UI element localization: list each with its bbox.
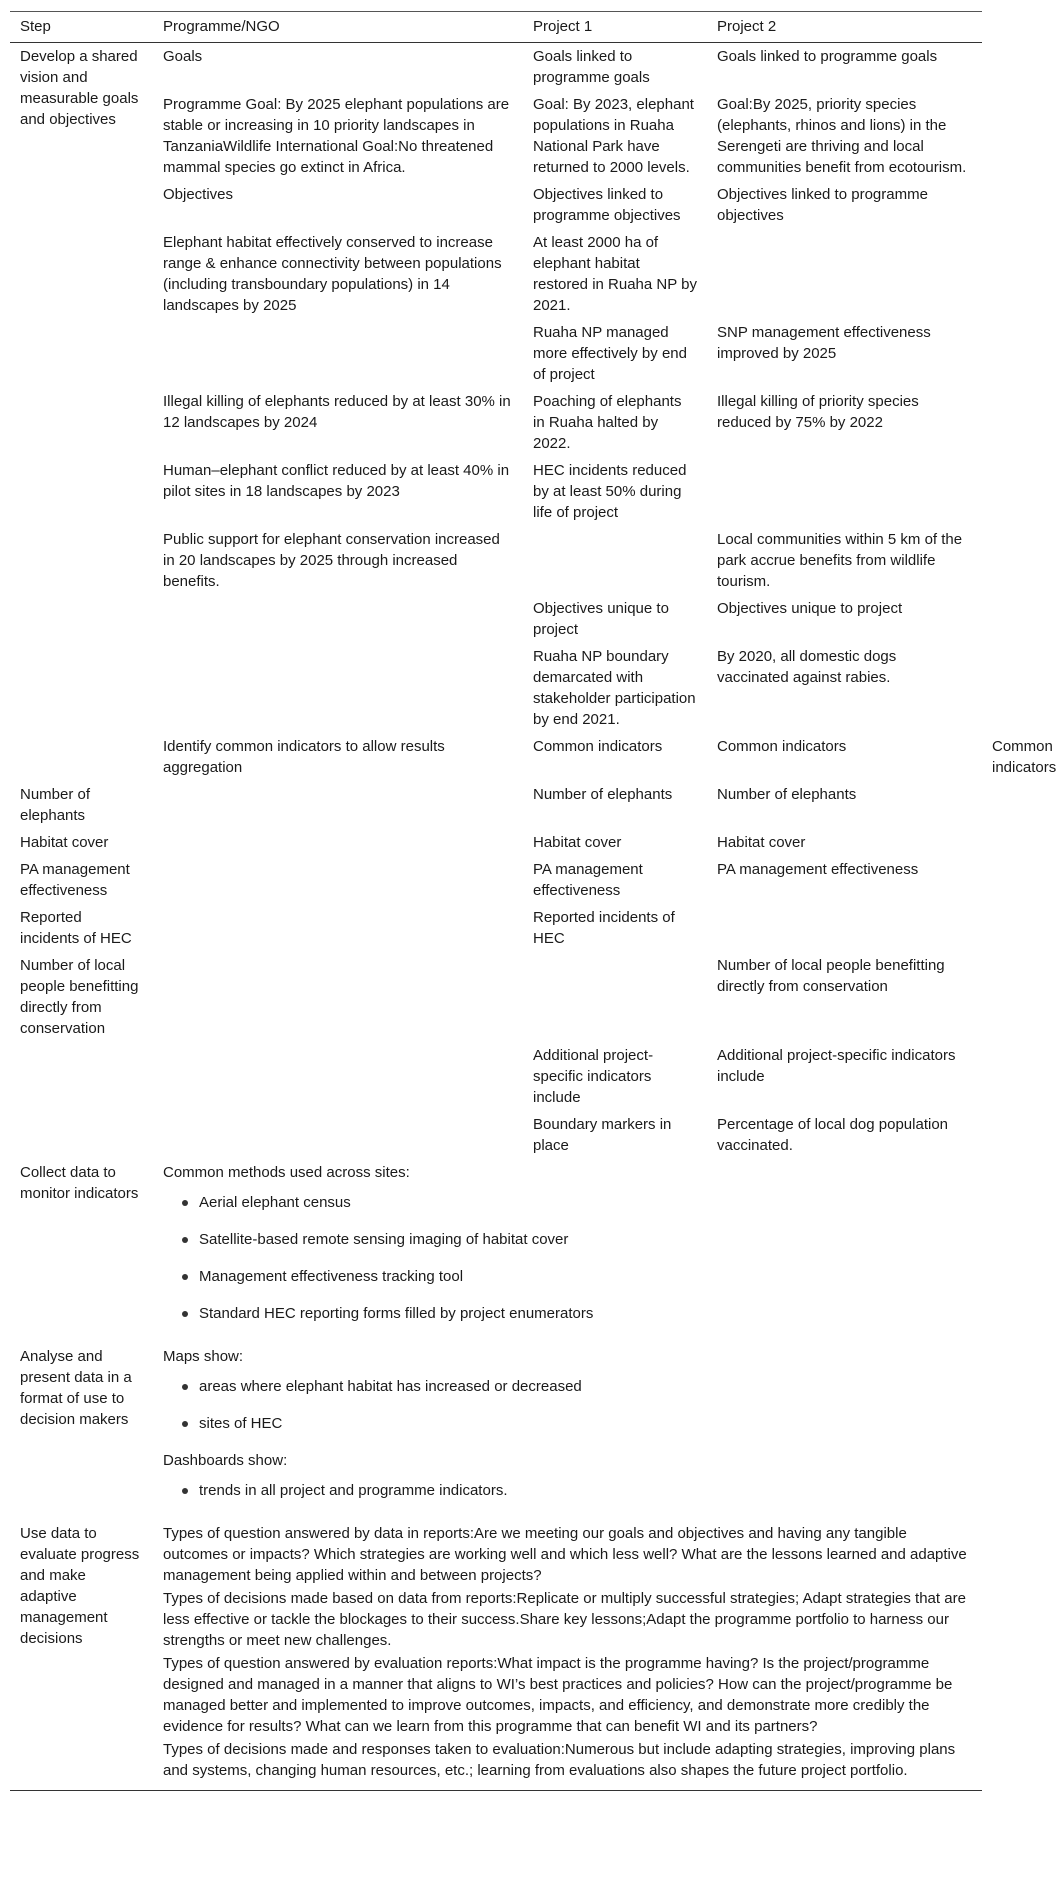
table-row bbox=[10, 182, 982, 230]
list-item: areas where elephant habitat has increased or decreased bbox=[199, 1376, 972, 1397]
step-cell: Use data to evaluate progress and make adaptive management decisions bbox=[10, 1521, 153, 1791]
list-item: Satellite-based remote sensing imaging of habitat cover bbox=[199, 1229, 972, 1250]
framework-table bbox=[10, 11, 1056, 1791]
table-row bbox=[10, 389, 982, 458]
cell: Habitat cover bbox=[20, 834, 109, 851]
header-project-1: Project 1 bbox=[523, 12, 707, 43]
cell: Percentage of local dog population vaccinated. bbox=[717, 1116, 949, 1154]
header-step: Step bbox=[10, 12, 153, 43]
analyse-cell bbox=[153, 1344, 982, 1521]
table-row bbox=[10, 92, 982, 182]
cell bbox=[707, 230, 982, 320]
cell: Public support for elephant conservation increased in 20 landscapes by 2025 through increased benefits. bbox=[163, 531, 500, 590]
cell: Ruaha NP managed more effectively by end of project bbox=[533, 324, 687, 383]
header-row bbox=[10, 12, 982, 43]
cell: Elephant habitat effectively conserved to increase range & enhance connectivity between populations (including transboundary populations) in 14 landscapes by 2025 bbox=[163, 234, 502, 314]
cell bbox=[10, 1112, 153, 1160]
evaluate-cell bbox=[153, 1521, 982, 1791]
cell: Habitat cover bbox=[717, 834, 806, 851]
step-cell: Identify common indicators to allow results aggregation bbox=[163, 738, 445, 776]
cell: Common indicators bbox=[717, 738, 847, 755]
cell: Local communities within 5 km of the park accrue benefits from wildlife tourism. bbox=[717, 531, 963, 590]
cell: Programme Goal: By 2025 elephant populations are stable or increasing in 10 priority landscapes in TanzaniaWildlife International Goal:No threatened mammal species go extinct in Africa. bbox=[163, 96, 510, 176]
cell: At least 2000 ha of elephant habitat restored in Ruaha NP by 2021. bbox=[533, 234, 697, 314]
maps-intro: Maps show: bbox=[163, 1348, 244, 1365]
step-cell: Collect data to monitor indicators bbox=[20, 1164, 139, 1202]
cell: Number of local people benefitting directly from conservation bbox=[717, 957, 945, 995]
list-item: Aerial elephant census bbox=[199, 1192, 972, 1213]
cell: Additional project-specific indicators include bbox=[533, 1047, 654, 1106]
cell: Number of elephants bbox=[533, 786, 673, 803]
cell bbox=[153, 596, 523, 644]
step-cell: Analyse and present data in a format of use to decision makers bbox=[20, 1348, 132, 1428]
cell: HEC incidents reduced by at least 50% during life of project bbox=[533, 462, 687, 521]
cell: PA management effectiveness bbox=[20, 861, 130, 899]
cell: Goals linked to programme goals bbox=[717, 48, 938, 65]
table-row bbox=[10, 527, 982, 596]
table-row bbox=[10, 1160, 982, 1344]
evaluate-paragraph: Types of question answered by evaluation reports:What impact is the programme having? Is the project/programme designed and managed in a manner that aligns to WI’s best practices and policies? How can the project/programme be managed better and implemented to improve outcomes, impacts, and efficiency, and demonstrate more credibly the evidence for results? What can we learn from this programme that can benefit WI and its partners? bbox=[163, 1655, 953, 1735]
cell: Goal: By 2023, elephant populations in Ruaha National Park have returned to 2000 levels. bbox=[533, 96, 694, 176]
evaluate-paragraph: Types of question answered by data in reports:Are we meeting our goals and objectives and having any tangible outcomes or impacts? Which strategies are working well and which less well? What are the lessons learned and adaptive management being applied within and between projects? bbox=[163, 1525, 967, 1584]
table-row bbox=[10, 644, 982, 734]
cell bbox=[153, 320, 523, 389]
step-cell: Develop a shared vision and measurable goals and objectives bbox=[20, 48, 139, 128]
table-row bbox=[10, 320, 982, 389]
cell: Objectives unique to project bbox=[717, 600, 903, 617]
table-row: Identify common indicators to allow results aggregation Common indicators Common indicators Common indicators bbox=[10, 734, 982, 782]
cell: Objectives bbox=[163, 186, 234, 203]
collect-intro: Common methods used across sites: bbox=[163, 1164, 410, 1181]
cell: Goals bbox=[163, 48, 203, 65]
dashboards-intro: Dashboards show: bbox=[163, 1452, 288, 1469]
cell: Objectives unique to project bbox=[533, 600, 669, 638]
cell: Human–elephant conflict reduced by at least 40% in pilot sites in 18 landscapes by 2023 bbox=[163, 462, 510, 500]
table-row bbox=[10, 230, 982, 320]
cell: Additional project-specific indicators include bbox=[717, 1047, 956, 1085]
list-item: sites of HEC bbox=[199, 1413, 972, 1434]
cell: Goals linked to programme goals bbox=[533, 48, 650, 86]
table-row bbox=[10, 458, 982, 527]
cell: Poaching of elephants in Ruaha halted by 2022. bbox=[533, 393, 682, 452]
list-item: Management effectiveness tracking tool bbox=[199, 1266, 972, 1287]
cell: Number of elephants bbox=[20, 786, 91, 824]
cell bbox=[707, 458, 982, 527]
cell: PA management effectiveness bbox=[533, 861, 643, 899]
cell bbox=[153, 644, 523, 734]
collect-list bbox=[163, 1192, 972, 1324]
cell: Illegal killing of priority species reduced by 75% by 2022 bbox=[717, 393, 919, 431]
table-row bbox=[10, 1344, 982, 1521]
cell: Number of local people benefitting directly from conservation bbox=[20, 957, 139, 1037]
header-project-2: Project 2 bbox=[707, 12, 982, 43]
evaluate-paragraph: Types of decisions made based on data from reports:Replicate or multiply successful strategies; Adapt strategies that are less effective or tackle the blockages to their success.Share key lessons;Adapt the programme portfolio to harness our strengths or meet new challenges. bbox=[163, 1590, 966, 1649]
cell: PA management effectiveness bbox=[717, 861, 919, 878]
cell: Common indicators bbox=[533, 738, 663, 755]
header-programme: Programme/NGO bbox=[153, 12, 523, 43]
cell: Reported incidents of HEC bbox=[20, 909, 132, 947]
cell bbox=[707, 905, 982, 953]
cell: Reported incidents of HEC bbox=[533, 909, 675, 947]
cell: By 2020, all domestic dogs vaccinated against rabies. bbox=[717, 648, 897, 686]
list-item: trends in all project and programme indicators. bbox=[199, 1480, 972, 1501]
list-item: Standard HEC reporting forms filled by project enumerators bbox=[199, 1303, 972, 1324]
table-row bbox=[10, 1521, 982, 1791]
cell: Objectives linked to programme objectives bbox=[717, 186, 928, 224]
cell: Habitat cover bbox=[533, 834, 622, 851]
cell: Ruaha NP boundary demarcated with stakeholder participation by end 2021. bbox=[533, 648, 696, 728]
cell: SNP management effectiveness improved by 2025 bbox=[717, 324, 931, 362]
evaluate-paragraph: Types of decisions made and responses taken to evaluation:Numerous but include adapting strategies, improving plans and systems, changing human resources, etc.; learning from evaluations also shapes the future project portfolio. bbox=[163, 1741, 956, 1779]
cell: Objectives linked to programme objectives bbox=[533, 186, 681, 224]
cell bbox=[10, 1043, 153, 1112]
maps-list bbox=[163, 1376, 972, 1434]
table-row bbox=[10, 596, 982, 644]
collect-cell bbox=[153, 1160, 982, 1344]
cell: Number of elephants bbox=[717, 786, 857, 803]
cell: Illegal killing of elephants reduced by at least 30% in 12 landscapes by 2024 bbox=[163, 393, 511, 431]
cell: Goal:By 2025, priority species (elephants, rhinos and lions) in the Serengeti are thriving and local communities benefit from ecotourism. bbox=[717, 96, 967, 176]
table-row bbox=[10, 43, 982, 93]
cell bbox=[523, 527, 707, 596]
cell: Boundary markers in place bbox=[533, 1116, 672, 1154]
dashboards-list bbox=[163, 1480, 972, 1501]
cell bbox=[523, 953, 707, 1043]
